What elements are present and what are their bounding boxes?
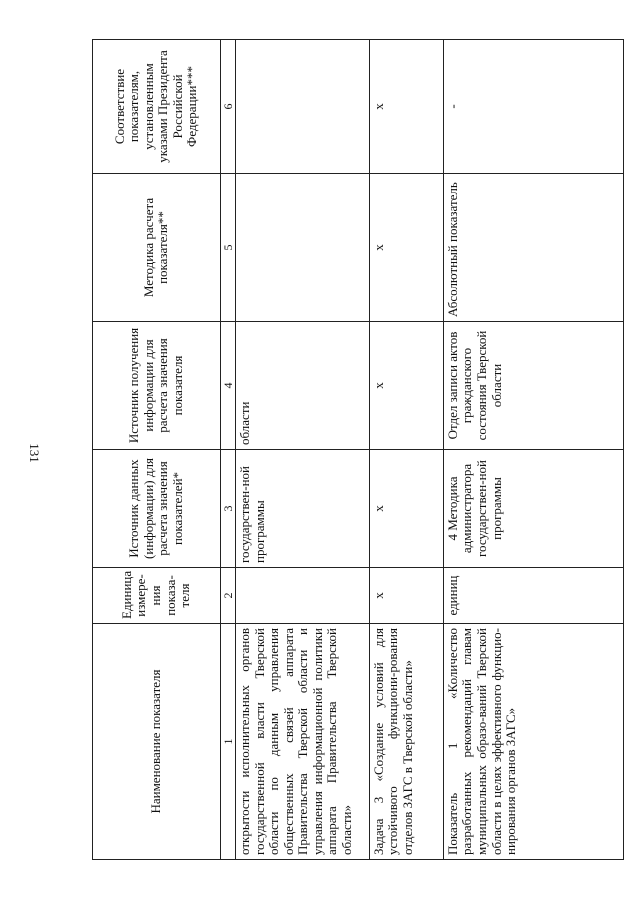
column-number: 3 — [220, 450, 235, 568]
table-header-row — [93, 40, 221, 860]
unit-cell: единиц — [443, 568, 623, 624]
column-number: 2 — [220, 568, 235, 624]
table-rotated-wrapper — [92, 40, 624, 860]
unit-cell: х — [369, 568, 443, 624]
header-indicator-name: Наименование показателя — [93, 624, 221, 860]
table-row — [236, 40, 370, 860]
indicator-name: Показатель 1 «Количество разработанных рекомендаций главам муниципальных образо-ваний Тверской области в целях эффективного функцио-нирования органов ЗАГС» — [443, 624, 623, 860]
table-rotation-frame — [92, 40, 624, 860]
info-source-cell: области — [236, 322, 370, 450]
header-method: Методика расчета показателя** — [93, 174, 221, 322]
column-number: 4 — [220, 322, 235, 450]
indicators-table — [92, 39, 624, 860]
compliance-cell: - — [443, 40, 623, 174]
method-cell — [236, 174, 370, 322]
method-cell: х — [369, 174, 443, 322]
column-number: 1 — [220, 624, 235, 860]
task-name: Задача 3 «Создание условий для устойчивого функциони-рования отделов ЗАГС в Тверской области» — [369, 624, 443, 860]
table-row — [443, 40, 623, 860]
header-data-source: Источник данных (информации) для расчета значения показателей* — [93, 450, 221, 568]
column-number: 6 — [220, 40, 235, 174]
data-source-cell: 4 Методика администратора государствен-ной программы — [443, 450, 623, 568]
table-row — [369, 40, 443, 860]
compliance-cell: х — [369, 40, 443, 174]
data-source-cell: государствен-ной программы — [236, 450, 370, 568]
column-number-row — [220, 40, 235, 860]
header-compliance: Соответствие показателям, установленным указами Президента Российской Федерации*** — [93, 40, 221, 174]
column-number: 5 — [220, 174, 235, 322]
compliance-cell — [236, 40, 370, 174]
info-source-cell: х — [369, 322, 443, 450]
info-source-cell: Отдел записи актов гражданского состояния Тверской области — [443, 322, 623, 450]
header-info-source: Источник получения информации для расчета значения показателя — [93, 322, 221, 450]
unit-cell — [236, 568, 370, 624]
data-source-cell: х — [369, 450, 443, 568]
header-unit: Единица измере-ния показа-теля — [93, 568, 221, 624]
method-cell: Абсолютный показатель — [443, 174, 623, 322]
page-number: 131 — [27, 443, 42, 463]
indicator-name: открытости исполнительных органов государственной власти Тверской области по данным управления общественных связей аппарата Правительства Тверской области и управления информационной политики аппарата Правительства Тверской области» — [236, 624, 370, 860]
